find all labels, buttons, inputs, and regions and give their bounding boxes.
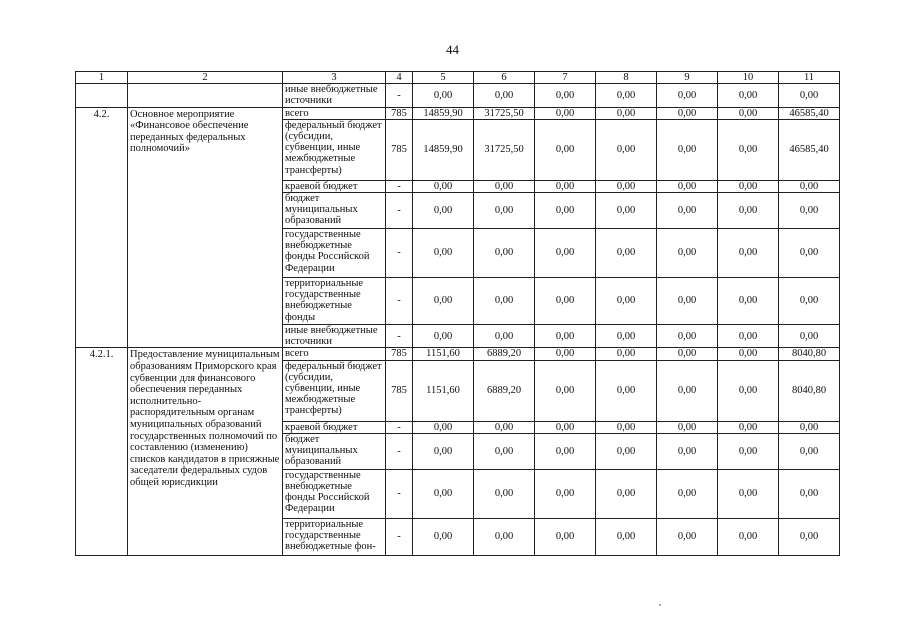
amount-cell: 0,00 bbox=[535, 119, 596, 180]
amount-cell: 0,00 bbox=[596, 518, 657, 555]
amount-cell: 0,00 bbox=[474, 421, 535, 433]
item-number: 4.2. bbox=[76, 107, 128, 348]
scan-artifact bbox=[659, 604, 661, 606]
amount-cell: 0,00 bbox=[596, 278, 657, 325]
funding-source: бюджет муниципальных образований bbox=[283, 433, 386, 469]
amount-cell: 0,00 bbox=[657, 193, 718, 229]
code-cell: - bbox=[386, 229, 413, 278]
code-cell: - bbox=[386, 469, 413, 518]
amount-cell: 0,00 bbox=[535, 421, 596, 433]
amount-cell: 0,00 bbox=[718, 348, 779, 360]
amount-cell: 0,00 bbox=[718, 433, 779, 469]
code-cell: - bbox=[386, 325, 413, 348]
amount-cell: 0,00 bbox=[596, 433, 657, 469]
amount-cell: 0,00 bbox=[535, 278, 596, 325]
column-header: 4 bbox=[386, 72, 413, 84]
amount-cell: 1151,60 bbox=[413, 360, 474, 421]
amount-cell: 0,00 bbox=[657, 278, 718, 325]
amount-cell: 0,00 bbox=[718, 193, 779, 229]
amount-cell: 0,00 bbox=[657, 84, 718, 107]
table-row bbox=[76, 107, 840, 119]
item-name: Основное мероприятие «Финансовое обеспечение переданных федеральных полномочий» bbox=[128, 107, 283, 348]
amount-cell: 0,00 bbox=[718, 325, 779, 348]
code-cell: 785 bbox=[386, 360, 413, 421]
amount-cell: 0,00 bbox=[718, 360, 779, 421]
code-cell: - bbox=[386, 193, 413, 229]
amount-cell: 0,00 bbox=[535, 360, 596, 421]
column-header: 7 bbox=[535, 72, 596, 84]
amount-cell: 0,00 bbox=[779, 325, 840, 348]
amount-cell: 0,00 bbox=[413, 518, 474, 555]
amount-cell: 0,00 bbox=[596, 119, 657, 180]
amount-cell: 0,00 bbox=[596, 469, 657, 518]
amount-cell: 0,00 bbox=[779, 433, 840, 469]
amount-cell: 0,00 bbox=[413, 421, 474, 433]
item-number bbox=[76, 84, 128, 107]
amount-cell: 0,00 bbox=[657, 421, 718, 433]
table-row bbox=[76, 84, 840, 107]
item-name bbox=[128, 84, 283, 107]
amount-cell: 0,00 bbox=[474, 518, 535, 555]
amount-cell: 0,00 bbox=[413, 229, 474, 278]
amount-cell: 14859,90 bbox=[413, 119, 474, 180]
amount-cell: 0,00 bbox=[413, 84, 474, 107]
column-header: 5 bbox=[413, 72, 474, 84]
amount-cell: 0,00 bbox=[596, 107, 657, 119]
amount-cell: 0,00 bbox=[718, 229, 779, 278]
amount-cell: 31725,50 bbox=[474, 119, 535, 180]
amount-cell: 0,00 bbox=[779, 421, 840, 433]
funding-source: федеральный бюджет (субсидии, субвенции, иные межбюджетные трансферты) bbox=[283, 360, 386, 421]
amount-cell: 0,00 bbox=[474, 229, 535, 278]
amount-cell: 0,00 bbox=[535, 325, 596, 348]
funding-source: федеральный бюджет (субсидии, субвенции, иные межбюджетные трансферты) bbox=[283, 119, 386, 180]
amount-cell: 0,00 bbox=[474, 84, 535, 107]
amount-cell: 0,00 bbox=[413, 469, 474, 518]
funding-source: иные внебюджетные источники bbox=[283, 325, 386, 348]
amount-cell: 0,00 bbox=[474, 193, 535, 229]
amount-cell: 0,00 bbox=[657, 119, 718, 180]
amount-cell: 0,00 bbox=[535, 433, 596, 469]
code-cell: 785 bbox=[386, 107, 413, 119]
amount-cell: 0,00 bbox=[535, 180, 596, 192]
amount-cell: 0,00 bbox=[535, 469, 596, 518]
amount-cell: 0,00 bbox=[657, 107, 718, 119]
amount-cell: 0,00 bbox=[596, 193, 657, 229]
amount-cell: 6889,20 bbox=[474, 360, 535, 421]
column-header: 9 bbox=[657, 72, 718, 84]
amount-cell: 0,00 bbox=[657, 325, 718, 348]
amount-cell: 0,00 bbox=[413, 180, 474, 192]
amount-cell: 0,00 bbox=[718, 469, 779, 518]
amount-cell: 0,00 bbox=[718, 107, 779, 119]
column-header: 8 bbox=[596, 72, 657, 84]
amount-cell: 0,00 bbox=[535, 229, 596, 278]
code-cell: - bbox=[386, 84, 413, 107]
amount-cell: 0,00 bbox=[596, 180, 657, 192]
amount-cell: 46585,40 bbox=[779, 107, 840, 119]
amount-cell: 0,00 bbox=[657, 469, 718, 518]
funding-source: государственные внебюджетные фонды Российской Федерации bbox=[283, 469, 386, 518]
amount-cell: 14859,90 bbox=[413, 107, 474, 119]
amount-cell: 0,00 bbox=[779, 469, 840, 518]
funding-source: иные внебюджетные источники bbox=[283, 84, 386, 107]
item-name: Предоставление муниципальным образованиям Приморского края субвенции для финансового обеспечения переданных исполнительно-распорядительным органам муниципальных образований государственных полномочий по составлению (изменению) списков кандидатов в присяжные заседатели федеральных судов общей юрисдикции bbox=[128, 348, 283, 555]
amount-cell: 0,00 bbox=[718, 180, 779, 192]
code-cell: 785 bbox=[386, 348, 413, 360]
code-cell: - bbox=[386, 518, 413, 555]
amount-cell: 0,00 bbox=[413, 278, 474, 325]
amount-cell: 6889,20 bbox=[474, 348, 535, 360]
amount-cell: 0,00 bbox=[535, 518, 596, 555]
column-header: 3 bbox=[283, 72, 386, 84]
funding-source: бюджет муниципальных образований bbox=[283, 193, 386, 229]
amount-cell: 0,00 bbox=[413, 433, 474, 469]
amount-cell: 0,00 bbox=[779, 180, 840, 192]
amount-cell: 0,00 bbox=[718, 421, 779, 433]
item-number: 4.2.1. bbox=[76, 348, 128, 555]
funding-source: краевой бюджет bbox=[283, 421, 386, 433]
amount-cell: 0,00 bbox=[535, 193, 596, 229]
amount-cell: 0,00 bbox=[596, 360, 657, 421]
funding-source: всего bbox=[283, 348, 386, 360]
amount-cell: 0,00 bbox=[474, 469, 535, 518]
amount-cell: 0,00 bbox=[779, 193, 840, 229]
amount-cell: 0,00 bbox=[779, 84, 840, 107]
amount-cell: 0,00 bbox=[718, 278, 779, 325]
amount-cell: 0,00 bbox=[474, 180, 535, 192]
amount-cell: 0,00 bbox=[779, 229, 840, 278]
funding-source: территориальные государственные внебюджетные фонды bbox=[283, 278, 386, 325]
funding-source: краевой бюджет bbox=[283, 180, 386, 192]
column-header: 1 bbox=[76, 72, 128, 84]
amount-cell: 0,00 bbox=[657, 348, 718, 360]
funding-source: территориальные государственные внебюджетные фон- bbox=[283, 518, 386, 555]
funding-source: всего bbox=[283, 107, 386, 119]
amount-cell: 0,00 bbox=[596, 325, 657, 348]
column-header: 11 bbox=[779, 72, 840, 84]
amount-cell: 0,00 bbox=[718, 119, 779, 180]
amount-cell: 0,00 bbox=[657, 360, 718, 421]
amount-cell: 0,00 bbox=[657, 229, 718, 278]
column-header: 10 bbox=[718, 72, 779, 84]
table-row bbox=[76, 348, 840, 360]
amount-cell: 0,00 bbox=[474, 433, 535, 469]
code-cell: - bbox=[386, 278, 413, 325]
amount-cell: 0,00 bbox=[413, 193, 474, 229]
budget-table bbox=[75, 71, 840, 556]
column-header: 6 bbox=[474, 72, 535, 84]
amount-cell: 0,00 bbox=[596, 229, 657, 278]
amount-cell: 8040,80 bbox=[779, 360, 840, 421]
amount-cell: 0,00 bbox=[535, 348, 596, 360]
amount-cell: 0,00 bbox=[657, 518, 718, 555]
amount-cell: 0,00 bbox=[596, 84, 657, 107]
amount-cell: 0,00 bbox=[413, 325, 474, 348]
amount-cell: 31725,50 bbox=[474, 107, 535, 119]
amount-cell: 0,00 bbox=[718, 518, 779, 555]
amount-cell: 0,00 bbox=[779, 278, 840, 325]
amount-cell: 0,00 bbox=[535, 84, 596, 107]
code-cell: - bbox=[386, 421, 413, 433]
amount-cell: 0,00 bbox=[718, 84, 779, 107]
amount-cell: 0,00 bbox=[474, 325, 535, 348]
code-cell: - bbox=[386, 433, 413, 469]
amount-cell: 0,00 bbox=[779, 518, 840, 555]
column-header: 2 bbox=[128, 72, 283, 84]
amount-cell: 0,00 bbox=[474, 278, 535, 325]
amount-cell: 8040,80 bbox=[779, 348, 840, 360]
funding-source: государственные внебюджетные фонды Российской Федерации bbox=[283, 229, 386, 278]
table-header-row bbox=[76, 72, 840, 84]
amount-cell: 0,00 bbox=[535, 107, 596, 119]
amount-cell: 0,00 bbox=[596, 421, 657, 433]
amount-cell: 46585,40 bbox=[779, 119, 840, 180]
page-number: 44 bbox=[446, 42, 459, 57]
amount-cell: 1151,60 bbox=[413, 348, 474, 360]
amount-cell: 0,00 bbox=[596, 348, 657, 360]
code-cell: - bbox=[386, 180, 413, 192]
amount-cell: 0,00 bbox=[657, 433, 718, 469]
code-cell: 785 bbox=[386, 119, 413, 180]
amount-cell: 0,00 bbox=[657, 180, 718, 192]
